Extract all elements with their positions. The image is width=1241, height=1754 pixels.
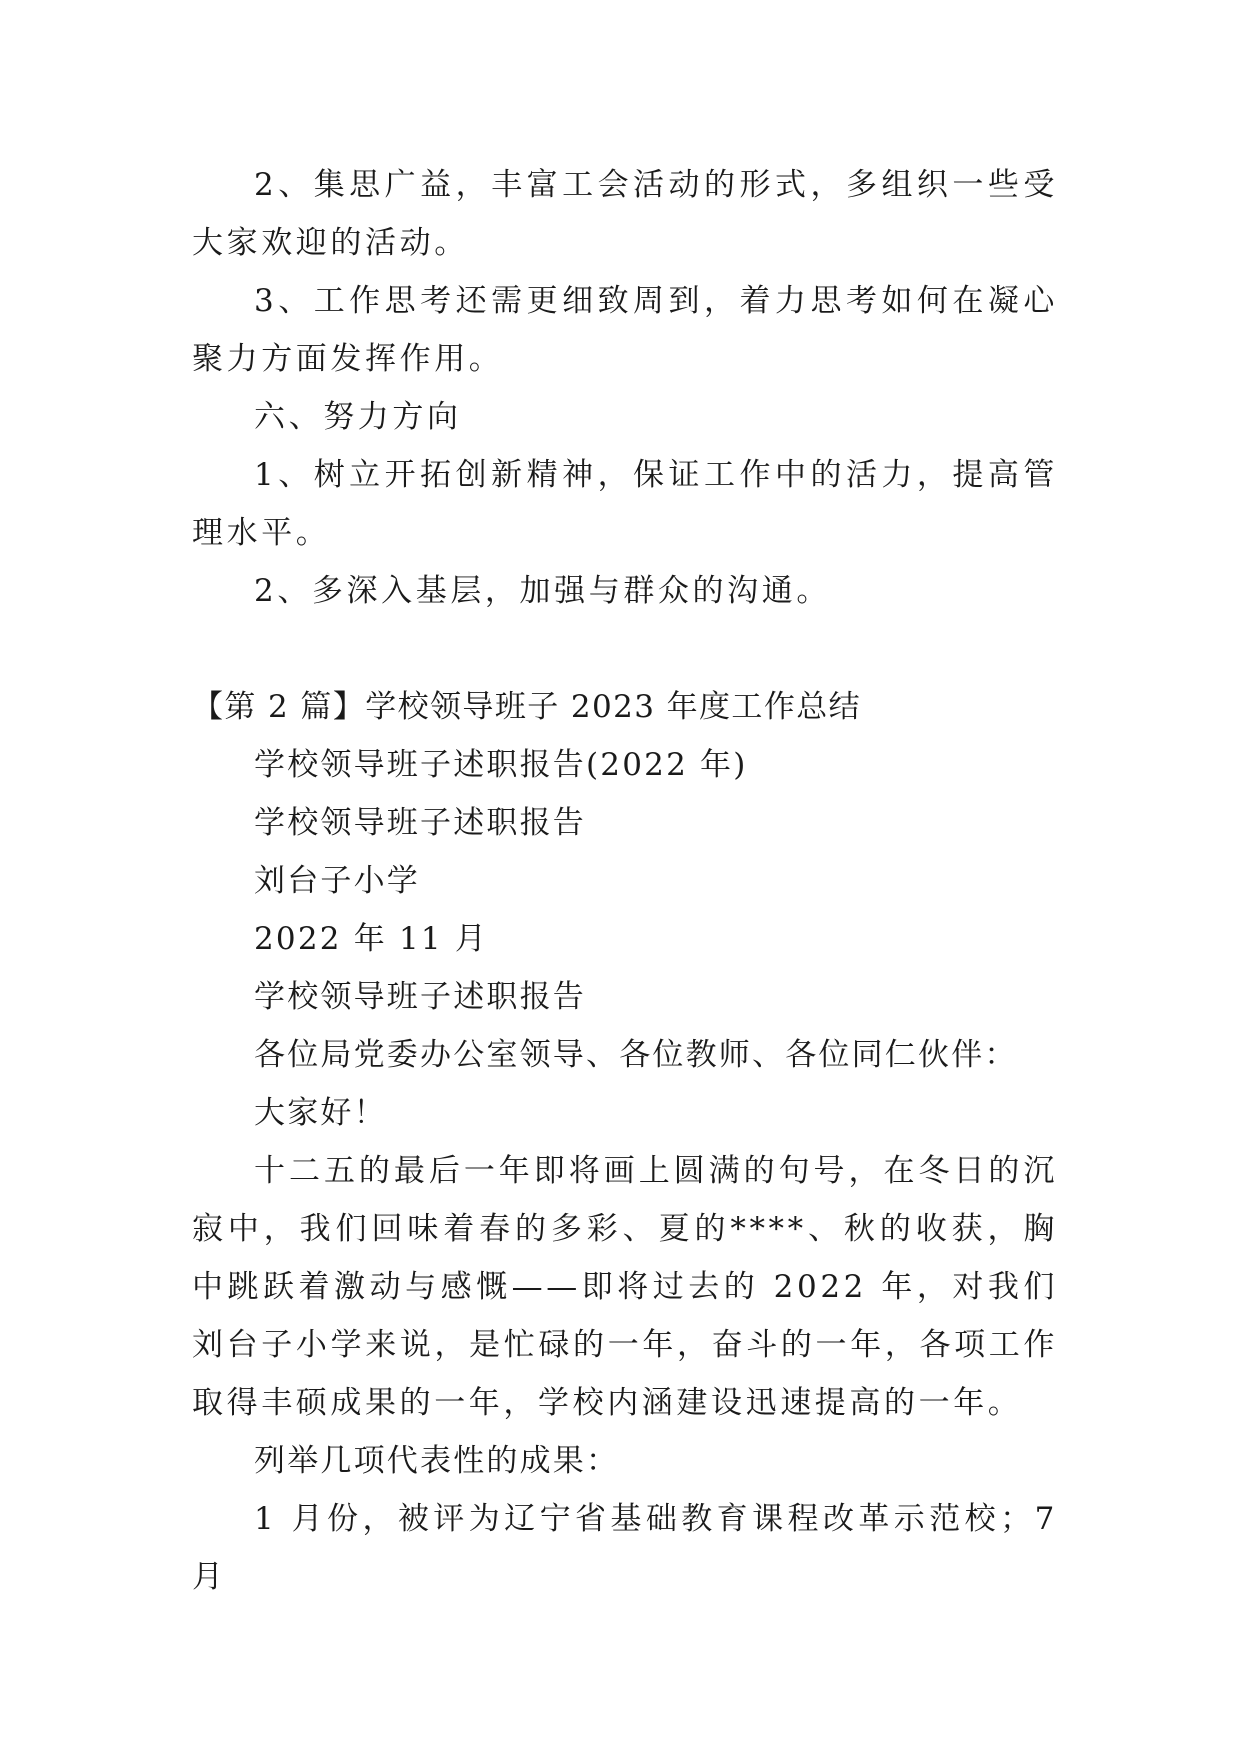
paragraph-work-thinking: 3、工作思考还需更细致周到，着力思考如何在凝心聚力方面发挥作用。 — [192, 283, 1058, 377]
achievements-intro: 列举几项代表性的成果： — [254, 1443, 620, 1479]
paragraph-innovation: 1、树立开拓创新精神，保证工作中的活力，提高管理水平。 — [192, 457, 1058, 551]
article-title: 【第 2 篇】学校领导班子 2023 年度工作总结 — [192, 689, 862, 725]
report-subtitle: 学校领导班子述职报告 — [254, 805, 586, 841]
document-body — [192, 156, 1058, 1606]
report-heading: 学校领导班子述职报告 — [254, 979, 586, 1015]
paragraph-year-review: 十二五的最后一年即将画上圆满的句号，在冬日的沉寂中，我们回味着春的多彩、夏的****、秋的收获，胸中跳跃着激动与感慨——即将过去的 2022 年，对我们刘台子小学来说，是忙碌的一年，奋斗的一年，各项工作取得丰硕成果的一年，学校内涵建设迅速提高的一年。 — [192, 1153, 1058, 1421]
heading-direction: 六、努力方向 — [254, 399, 462, 435]
report-date: 2022 年 11 月 — [254, 921, 489, 957]
report-title: 学校领导班子述职报告(2022 年) — [254, 747, 748, 783]
salutation: 各位局党委办公室领导、各位教师、各位同仁伙伴： — [254, 1037, 1018, 1073]
paragraph-grassroots: 2、多深入基层，加强与群众的沟通。 — [254, 573, 831, 609]
paragraph-union-activities: 2、集思广益，丰富工会活动的形式，多组织一些受大家欢迎的活动。 — [192, 167, 1058, 261]
section-gap — [192, 620, 1058, 678]
greeting: 大家好！ — [254, 1095, 387, 1131]
school-name: 刘台子小学 — [254, 863, 420, 899]
paragraph-achievements: 1 月份，被评为辽宁省基础教育课程改革示范校；7 月 — [192, 1501, 1058, 1595]
